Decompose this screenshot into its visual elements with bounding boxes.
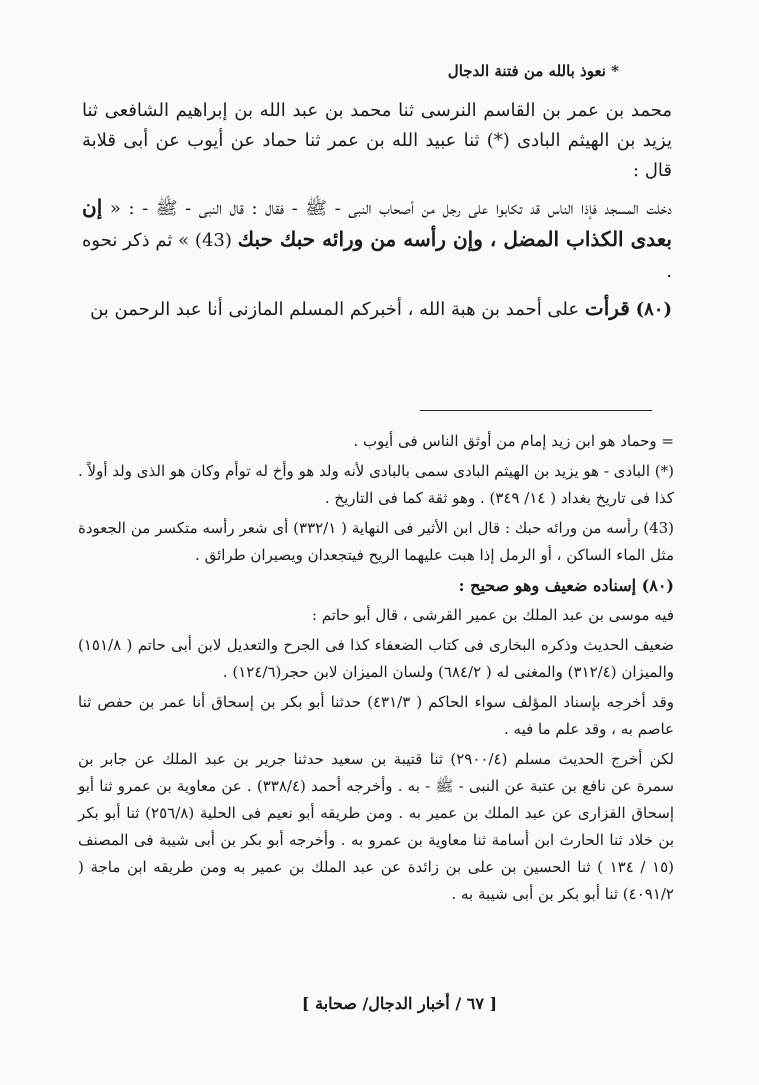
hadith-end: » ثم ذكر نحوه . <box>82 230 672 282</box>
hadith-number: (٨٠) <box>635 299 672 320</box>
next-hadith-text: على أحمد بن هبة الله ، أخبركم المسلم المازنى أنا عبد الرحمن بن <box>90 299 580 320</box>
footnote-80-weak: ضعيف الحديث وذكره البخارى فى كتاب الضعفاء كذا فى الجرح والتعديل لابن أبى حاتم ( ١٥١/٨) والميزان (٣١٢/٤) والمغنى له ( ٦٨٤/٢) ولسان الميزان لابن حجر(١٢٤/٦) . <box>78 636 674 681</box>
isnad-paragraph <box>82 96 672 186</box>
footnote-43: (43) رأسه من ورائه حبك : قال ابن الأثير فى النهاية ( ٣٣٢/١) أى شعر رأسه متكسر من الجعودة مثل الماء الساكن ، أو الرمل إذا هبت عليهما الريح فيتجعدان ويصيران طرائق . <box>78 519 675 564</box>
footnote-continuation: = وحماد هو ابن زيد إمام من أوثق الناس فى أيوب . <box>353 432 674 450</box>
running-header <box>0 62 759 80</box>
isnad-text: محمد بن عمر بن القاسم النرسى ثنا محمد بن عبد الله بن إبراهيم الشافعى ثنا يزيد بن الهيثم البادى (*) ثنا عبيد الله بن عمر ثنا حماد عن أيوب عن أبى قلابة قال : <box>82 100 672 181</box>
hadith-footnote-ref: (43) <box>194 230 232 251</box>
running-title: * نعوذ بالله من فتنة الدجال <box>447 62 619 80</box>
next-hadith-paragraph <box>82 293 672 325</box>
page-number-label: [ ٦٧ / أخبار الدجال/ صحابة ] <box>301 994 498 1013</box>
read-word: قرأت <box>584 296 630 320</box>
main-text <box>82 96 672 331</box>
footnote-divider <box>420 410 652 411</box>
footnote-albadi: (*) البادى - هو يزيد بن الهيثم البادى سمى بالبادى لأنه ولد هو وأخ له توأم وكان هو الذى ولد أولاً . كذا فى تاريخ بغداد ( ١٤/ ٣٤٩) . وهو ثقة كما فى التاريخ . <box>78 462 674 507</box>
footnote-80-title: (٨٠) إسناده ضعيف وهو صحيح : <box>458 576 674 595</box>
footnote-80-muslim: لكن أخرج الحديث مسلم (٢٩٠٠/٤) ثنا قتيبة بن سعيد حدثنا جرير بن عبد الملك عن جابر بن سمرة عن نافع بن عتبة عن النبى - ﷺ - به . وأخرجه أحمد (٣٣٨/٤) . عن معاوية بن عمرو ثنا أبو إسحاق الفزارى عن عبد الملك بن عمير به . ومن طريقه أبو نعيم فى الحلية (٢٥٦/٨) ثنا أبو بكر بن خلاد ثنا الحارث ابن أسامة ثنا معاوية بن عمرو به . وأخرجه أبو بكر بن أبى شيبة فى المصنف (١٥ / ١٣٤ ) ثنا الحسين بن على بن زائدة عن عبد الملك بن عمير به ومن طريقه ابن ماجة ( ٤٠٩١/٢) ثنا أبو بكر بن أبى شيبة به . <box>78 750 674 903</box>
page-footer <box>0 994 759 1013</box>
hadith-text: إن بعدى الكذاب المضل ، وإن رأسه من ورائه حبك حبك <box>82 195 672 251</box>
footnotes <box>78 428 674 911</box>
footnote-80-musa: فيه موسى بن عبد الملك بن عمير القرشى ، قال أبو حاتم : <box>311 606 674 624</box>
hadith-intro: دخلت المسجد فإذا الناس قد تكابوا على رجل من أصحاب النبى - ﷺ - فقال : قال النبى - ﷺ - : « <box>109 198 672 219</box>
hadith-paragraph <box>82 192 672 287</box>
footnote-80-hakim: وقد أخرجه بإسناد المؤلف سواء الحاكم ( ٤٣١/٣) حدثنا أبو بكر بن إسحاق أنا عمر بن حفص ثنا عاصم به ، وقد علم ما فيه . <box>78 693 674 738</box>
